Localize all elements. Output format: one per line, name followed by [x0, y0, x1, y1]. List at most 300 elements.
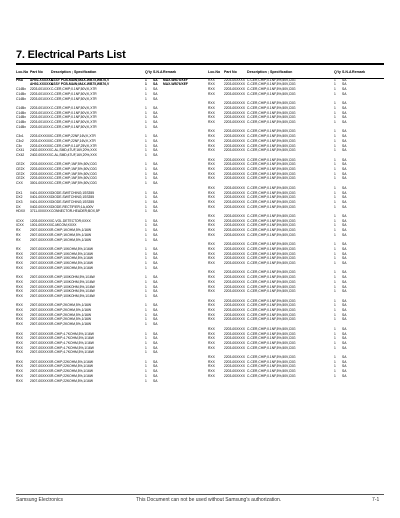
cell-qty: 1 [145, 289, 147, 294]
cell-loc-no: RXX [208, 279, 215, 284]
cell-qty: 1 [145, 171, 147, 176]
cell-qty: 1 [334, 199, 336, 204]
cell-sna: SA [153, 345, 158, 350]
cell-sna: SA [153, 152, 158, 157]
cell-description: R-CHIP;100KOHM,5%,1/16W [51, 279, 95, 284]
cell-loc-no: C3x [16, 143, 22, 148]
table-header-left [16, 70, 204, 75]
cell-sna: SA [153, 124, 158, 129]
cell-description: C-CER,CHIP;0.1NF,5%,50V,C0G [247, 256, 296, 261]
header-part-no: Part No [30, 70, 43, 74]
cell-description: R-CHIP;4.7KOHM,5%,1/16W [51, 350, 94, 355]
header-loc-no: Loc.No [208, 70, 221, 74]
cell-description: R-CHIP;2KOHM,5%,1/16W [51, 312, 92, 317]
header-description: Description ; Specification [247, 70, 293, 74]
table-row [16, 125, 204, 130]
cell-remark [352, 120, 382, 125]
cell-part-no: 2203-00XXXX [30, 167, 51, 172]
cell-part-no: 0401-00XXXX [30, 190, 51, 195]
cell-loc-no: RXX [208, 373, 215, 378]
cell-qty: 1 [334, 176, 336, 181]
cell-loc-no: C14Bx [16, 124, 26, 129]
cell-qty: 1 [334, 190, 336, 195]
header-rule [16, 78, 384, 79]
cell-part-no: 2007-00XXXX [30, 275, 51, 280]
cell-sna: SA [342, 284, 347, 289]
cell-loc-no: C3x1 [16, 134, 24, 139]
cell-part-no: 2203-00XXXX [224, 148, 245, 153]
cell-qty: 1 [334, 345, 336, 350]
cell-part-no: 2203-00XXXX [224, 369, 245, 374]
cell-part-no: 2007-00XXXX [30, 308, 51, 313]
cell-part-no: 2203-00XXXX [224, 373, 245, 378]
cell-sna: SA [342, 185, 347, 190]
cell-sna: SA [153, 87, 158, 92]
cell-sna: SA [342, 317, 347, 322]
cell-qty: 1 [145, 199, 147, 204]
cell-description: R-CHIP;100KOHM,5%,1/16W [51, 275, 95, 280]
cell-loc-no: RXX [208, 171, 215, 176]
cell-sna: SA [153, 275, 158, 280]
cell-loc-no: RXX [208, 157, 215, 162]
cell-part-no: 2203-00XXXX [224, 251, 245, 256]
cell-sna: SA [153, 167, 158, 172]
cell-part-no: 2203-00XXXX [224, 308, 245, 313]
cell-qty: 1 [334, 195, 336, 200]
cell-qty: 1 [334, 162, 336, 167]
cell-qty: 1 [334, 369, 336, 374]
cell-qty: 1 [334, 223, 336, 228]
cell-part-no: 2203-00XXXX [224, 326, 245, 331]
cell-loc-no: CX42 [16, 152, 25, 157]
cell-loc-no: RXX [208, 143, 215, 148]
cell-qty: 1 [145, 293, 147, 298]
cell-sna: SA [153, 336, 158, 341]
cell-description: C-CER,CHIP;0.1NF,5%,50V,C0G [247, 176, 296, 181]
cell-description: R-CHIP;22KOHM,5%,1/16W [51, 359, 93, 364]
cell-loc-no: ICXX [16, 218, 24, 223]
cell-sna: SA [342, 336, 347, 341]
cell-description: C-CER,CHIP;0.1NF,5%,50V,C0G [247, 101, 296, 106]
header-remark: Remark [163, 70, 177, 74]
cell-loc-no: RXX [208, 275, 215, 280]
cell-qty: 1 [334, 214, 336, 219]
table-row [16, 238, 204, 243]
cell-loc-no: RXX [16, 308, 23, 313]
cell-description: C-CER,CHIP;0.1NF,5%,50V,C0G [247, 308, 296, 313]
cell-part-no: 2007-00XXXX [30, 350, 51, 355]
cell-sna: SA [342, 101, 347, 106]
parts-table-left [16, 70, 204, 383]
cell-loc-no: RXX [208, 308, 215, 313]
table-row [208, 205, 388, 210]
cell-sna: SA [342, 256, 347, 261]
cell-sna: SA [153, 199, 158, 204]
header-description: Description ; Specification [51, 70, 97, 74]
cell-loc-no: RXX [208, 77, 215, 82]
cell-sna: SA [342, 138, 347, 143]
page-title: 7. Electrical Parts List [16, 49, 126, 61]
cell-part-no: 2203-00XXXX [224, 298, 245, 303]
cell-qty: 1 [334, 110, 336, 115]
cell-qty: 1 [145, 265, 147, 270]
cell-remark [352, 374, 382, 379]
cell-qty: 1 [334, 355, 336, 360]
cell-loc-no: RXX [208, 312, 215, 317]
cell-qty: 1 [334, 91, 336, 96]
cell-qty: 1 [334, 134, 336, 139]
cell-description: R-CHIP;22KOHM,5%,1/16W [51, 373, 93, 378]
cell-sna: SA [153, 176, 158, 181]
cell-sna: SA [342, 120, 347, 125]
cell-part-no: 2007-00XXXX [30, 364, 51, 369]
cell-description: C-CER,CHIP;0.1NF,5%,50V,C0G [247, 199, 296, 204]
cell-sna: SA [342, 251, 347, 256]
cell-description: C-CER,CHIP;0.1NF,50V,K,X7R [51, 96, 97, 101]
cell-description: R-CHIP;2KOHM,5%,1/16W [51, 322, 92, 327]
cell-loc-no: RXX [16, 275, 23, 280]
cell-remark [352, 289, 382, 294]
cell-part-no: 2007-00XXXX [30, 265, 51, 270]
cell-description: R-CHIP;22KOHM,5%,1/16W [51, 369, 93, 374]
cell-part-no: 2203-00XXXX [224, 223, 245, 228]
cell-loc-no: RXX [208, 120, 215, 125]
cell-description: C-CER,CHIP;0.1NF,5%,50V,C0G [247, 134, 296, 139]
cell-description: R-CHIP;100KOHM,5%,1/16W [51, 293, 95, 298]
cell-part-no: 2007-00XXXX [30, 331, 51, 336]
cell-description: C-CER,CHIP;0.1NF,5%,50V,C0G [247, 373, 296, 378]
cell-qty: 1 [334, 270, 336, 275]
cell-description: R-CHIP;1KOHM,5%,1/16W [51, 237, 92, 242]
cell-part-no: 2203-00XXXX [224, 289, 245, 294]
cell-part-no: 2203-001XXX [30, 124, 51, 129]
cell-description: C-AL,SMD;47UF,16V,20%,XXX [51, 152, 97, 157]
cell-qty: 1 [145, 232, 147, 237]
table-row [16, 209, 204, 214]
cell-qty: 1 [145, 364, 147, 369]
cell-qty: 1 [145, 340, 147, 345]
cell-sna: SA [342, 190, 347, 195]
cell-qty: 1 [145, 246, 147, 251]
cell-part-no: 2203-00XXXX [224, 176, 245, 181]
cell-part-no: 2203-00XXXX [224, 91, 245, 96]
header-part-no: Part No [224, 70, 237, 74]
cell-loc-no: RXX [208, 223, 215, 228]
header-sna: S.N.A [153, 70, 163, 74]
cell-qty: 1 [334, 256, 336, 261]
cell-loc-no: RXX [208, 336, 215, 341]
cell-part-no: 2007-00XXXX [30, 256, 51, 261]
cell-sna: SA [342, 82, 347, 87]
cell-loc-no: CX41 [16, 148, 25, 153]
cell-sna: SA [342, 369, 347, 374]
cell-description: C-CER,CHIP;0.1NF,5%,50V,C0G [247, 87, 296, 92]
cell-sna: SA [342, 364, 347, 369]
cell-description: C-CER,CHIP;0.1NF,5%,50V,C0G [247, 336, 296, 341]
cell-qty: 1 [334, 336, 336, 341]
cell-description: C-CER,CHIP;0.1NF,5%,50V,C0G [247, 270, 296, 275]
cell-loc-no: RXX [208, 251, 215, 256]
cell-qty: 1 [145, 87, 147, 92]
cell-loc-no: CXX [16, 181, 23, 186]
cell-sna: SA [342, 340, 347, 345]
table-row [208, 120, 388, 125]
cell-qty: 1 [145, 223, 147, 228]
cell-description: C-CER,CHIP;0.1NF,50V,K,X7R [51, 124, 97, 129]
cell-qty: 1 [145, 204, 147, 209]
cell-description: C-CER,CHIP;0.1NF,5%,50V,C0G [247, 157, 296, 162]
cell-loc-no: C14Bx [16, 110, 26, 115]
cell-loc-no: RXX [16, 284, 23, 289]
cell-qty: 1 [145, 115, 147, 120]
cell-sna: SA [153, 171, 158, 176]
cell-qty: 1 [334, 138, 336, 143]
cell-description: C-CER,CHIP;1NF,5%,50V,C0G [51, 176, 97, 181]
cell-remark [163, 350, 193, 355]
cell-part-no: 2203-00XXXX [224, 82, 245, 87]
cell-qty: 1 [334, 279, 336, 284]
cell-sna: SA [153, 265, 158, 270]
cell-part-no: 2203-00XXXX [224, 167, 245, 172]
cell-loc-no: RXX [208, 185, 215, 190]
cell-sna: SA [153, 373, 158, 378]
cell-loc-no: RXX [208, 345, 215, 350]
cell-qty: 1 [145, 190, 147, 195]
cell-part-no: 0401-00XXXX [30, 199, 51, 204]
cell-loc-no: RXX [208, 364, 215, 369]
cell-part-no: 2203-001XXX [30, 120, 51, 125]
cell-loc-no: C14Bx [16, 120, 26, 125]
cell-sna: SA [153, 279, 158, 284]
cell-loc-no: RXX [16, 359, 23, 364]
cell-remark [352, 346, 382, 351]
cell-loc-no: RXX [208, 134, 215, 139]
cell-qty: 1 [334, 218, 336, 223]
cell-part-no: 2203-00XXXX [224, 345, 245, 350]
cell-sna: SA [153, 120, 158, 125]
cell-description: IC-MICOM;XXXX [51, 223, 77, 228]
cell-part-no: 2203-00XXXX [224, 340, 245, 345]
cell-part-no: 2203-00XXXX [224, 312, 245, 317]
cell-sna: SA [342, 355, 347, 360]
cell-sna: SA [342, 242, 347, 247]
cell-qty: 1 [334, 77, 336, 82]
cell-description: C-AL,SMD;47UF,16V,20%,XXX [51, 148, 97, 153]
cell-remark: MAX-WB75/XEF [163, 77, 188, 82]
table-body-right [208, 78, 388, 379]
cell-sna: SA [342, 110, 347, 115]
cell-part-no: 2203-00XXXX [224, 359, 245, 364]
cell-qty: 1 [145, 195, 147, 200]
cell-sna: SA [153, 190, 158, 195]
cell-remark [163, 379, 193, 384]
cell-loc-no: RXX [208, 284, 215, 289]
cell-loc-no: RXX [16, 336, 23, 341]
cell-qty: 1 [334, 105, 336, 110]
cell-part-no: 2203-001XXX [30, 110, 51, 115]
cell-description: C-CER,CHIP;0.1NF,5%,50V,C0G [247, 345, 296, 350]
cell-loc-no: RXX [208, 317, 215, 322]
cell-sna: SA [342, 195, 347, 200]
cell-qty: 1 [145, 237, 147, 242]
cell-part-no: 2203-00XXXX [224, 270, 245, 275]
cell-loc-no: RXX [208, 101, 215, 106]
footer-rule [16, 494, 384, 495]
cell-description: R-CHIP;10KOHM,5%,1/16W [51, 251, 93, 256]
cell-loc-no: RX [16, 237, 21, 242]
cell-qty: 1 [334, 303, 336, 308]
cell-description: C-CER,CHIP;0.1NF,5%,50V,C0G [247, 82, 296, 87]
cell-description: C-CER,CHIP;0.1NF,5%,50V,C0G [247, 214, 296, 219]
cell-part-no: 2203-00XXXX [224, 185, 245, 190]
cell-qty: 1 [145, 378, 147, 383]
cell-loc-no: RXX [208, 326, 215, 331]
cell-description: C-CER,CHIP;0.1NF,5%,50V,C0G [247, 110, 296, 115]
cell-qty: 1 [334, 312, 336, 317]
cell-qty: 1 [145, 167, 147, 172]
table-row [208, 346, 388, 351]
cell-part-no: 2203-00XXXX [224, 256, 245, 261]
cell-sna: SA [153, 82, 158, 87]
cell-sna: SA [153, 105, 158, 110]
table-row [208, 374, 388, 379]
cell-part-no: 2203-0XXXXX [30, 134, 52, 139]
table-row [208, 148, 388, 153]
cell-sna: SA [153, 284, 158, 289]
cell-loc-no: RXX [208, 369, 215, 374]
cell-sna: SA [342, 326, 347, 331]
cell-description: C-CER,CHIP;0.1NF,5%,50V,C0G [247, 275, 296, 280]
cell-part-no: 0402-00XXXX [30, 204, 51, 209]
cell-qty: 1 [334, 289, 336, 294]
cell-description: C-CER,CHIP;1NF,5%,50V,C0G [51, 162, 97, 167]
cell-part-no: 2203-00XXXX [224, 171, 245, 176]
table-row [16, 181, 204, 186]
cell-description: C-CER,CHIP;0.1NF,5%,50V,C0G [247, 115, 296, 120]
cell-description: R-CHIP;4.7KOHM,5%,1/16W [51, 340, 94, 345]
cell-part-no: 2007-00XXXX [30, 261, 51, 266]
cell-description: C-CER,CHIP;0.1NF,5%,50V,C0G [247, 223, 296, 228]
cell-qty: 1 [145, 369, 147, 374]
cell-remark [352, 317, 382, 322]
cell-part-no: 0401-00XXXX [30, 195, 51, 200]
cell-qty: 1 [145, 345, 147, 350]
cell-sna: SA [153, 308, 158, 313]
table-row [208, 176, 388, 181]
cell-part-no: 2203-00XXXX [224, 331, 245, 336]
cell-loc-no: RXX [208, 331, 215, 336]
cell-part-no: 2203-00XXXX [224, 214, 245, 219]
cell-loc-no: RXX [208, 270, 215, 275]
cell-description: C-CER,CHIP;0.1NF,5%,50V,C0G [247, 195, 296, 200]
cell-loc-no: RXX [208, 115, 215, 120]
cell-sna: SA [342, 359, 347, 364]
cell-part-no: 2007-00XXXX [30, 378, 51, 383]
cell-loc-no: RXX [208, 162, 215, 167]
cell-loc-no: RX [16, 232, 21, 237]
cell-part-no: 2203-00XXXX [224, 195, 245, 200]
cell-qty: 1 [334, 275, 336, 280]
cell-part-no: 2203-001XXX [30, 87, 51, 92]
cell-part-no: 2203-0XXXXX [30, 143, 52, 148]
cell-qty: 1 [334, 261, 336, 266]
cell-part-no: 2203-00XXXX [224, 317, 245, 322]
cell-loc-no: RXX [16, 251, 23, 256]
cell-sna: SA [153, 115, 158, 120]
cell-part-no: 2203-00XXXX [224, 246, 245, 251]
cell-sna: SA [153, 261, 158, 266]
cell-sna: SA [153, 350, 158, 355]
cell-part-no: 2007-00XXXX [30, 289, 51, 294]
cell-remark [163, 294, 193, 299]
cell-sna: SA [153, 148, 158, 153]
table-row [16, 97, 204, 102]
cell-sna: SA [342, 134, 347, 139]
cell-description: R-CHIP;100KOHM,5%,1/16W [51, 289, 95, 294]
cell-sna: SA [342, 115, 347, 120]
cell-qty: 1 [145, 105, 147, 110]
cell-part-no: 2203-00XXXX [224, 115, 245, 120]
cell-part-no: 2203-00XXXX [224, 355, 245, 360]
cell-qty: 1 [334, 171, 336, 176]
cell-loc-no: RXX [16, 369, 23, 374]
cell-description: C-CER,CHIP;0.1NF,5%,50V,C0G [247, 246, 296, 251]
cell-part-no: 3711-00XXXX [30, 209, 51, 214]
cell-part-no: 2203-00XXXX [224, 143, 245, 148]
cell-part-no: 2203-00XXXX [224, 190, 245, 195]
table-row [16, 153, 204, 158]
cell-loc-no: RXX [16, 312, 23, 317]
cell-qty: 1 [145, 350, 147, 355]
cell-description: C-CER,CHIP;0.1NF,5%,50V,C0G [247, 251, 296, 256]
cell-sna: SA [342, 157, 347, 162]
cell-sna: SA [153, 218, 158, 223]
cell-part-no: 1001-00XXXX [30, 223, 51, 228]
cell-remark [352, 148, 382, 153]
cell-description: R-CHIP;22KOHM,5%,1/16W [51, 364, 93, 369]
cell-description: C-CER,CHIP;1NF,5%,50V,C0G [51, 167, 97, 172]
cell-sna: SA [342, 87, 347, 92]
cell-loc-no: ICXX [16, 223, 24, 228]
cell-sna: SA [342, 143, 347, 148]
cell-qty: 1 [145, 143, 147, 148]
cell-part-no: 2007-00XXXX [30, 373, 51, 378]
cell-qty: 1 [145, 261, 147, 266]
cell-sna: SA [153, 246, 158, 251]
cell-remark [163, 209, 193, 214]
cell-sna: SA [342, 261, 347, 266]
cell-part-no: 2402-00XXXX [30, 152, 51, 157]
cell-description: R-CHIP;22KOHM,5%,1/16W [51, 378, 93, 383]
cell-qty: 1 [334, 129, 336, 134]
cell-qty: 1 [145, 279, 147, 284]
cell-description: C-CER,CHIP;0.1NF,5%,50V,C0G [247, 204, 296, 209]
cell-description: C-CER,CHIP;0.1NF,5%,50V,C0G [247, 171, 296, 176]
cell-qty: 1 [334, 148, 336, 153]
cell-qty: 1 [334, 157, 336, 162]
cell-qty: 1 [334, 298, 336, 303]
cell-qty: 1 [334, 242, 336, 247]
cell-qty: 1 [145, 77, 147, 82]
page-number: 7-1 [372, 497, 380, 503]
cell-description: C-CER,CHIP;0.1NF,5%,50V,C0G [247, 289, 296, 294]
cell-loc-no: RXX [16, 303, 23, 308]
cell-part-no: 2203-00XXXX [224, 242, 245, 247]
cell-remark [163, 181, 193, 186]
cell-qty: 1 [145, 138, 147, 143]
cell-sna: SA [342, 331, 347, 336]
cell-loc-no: RXX [208, 303, 215, 308]
